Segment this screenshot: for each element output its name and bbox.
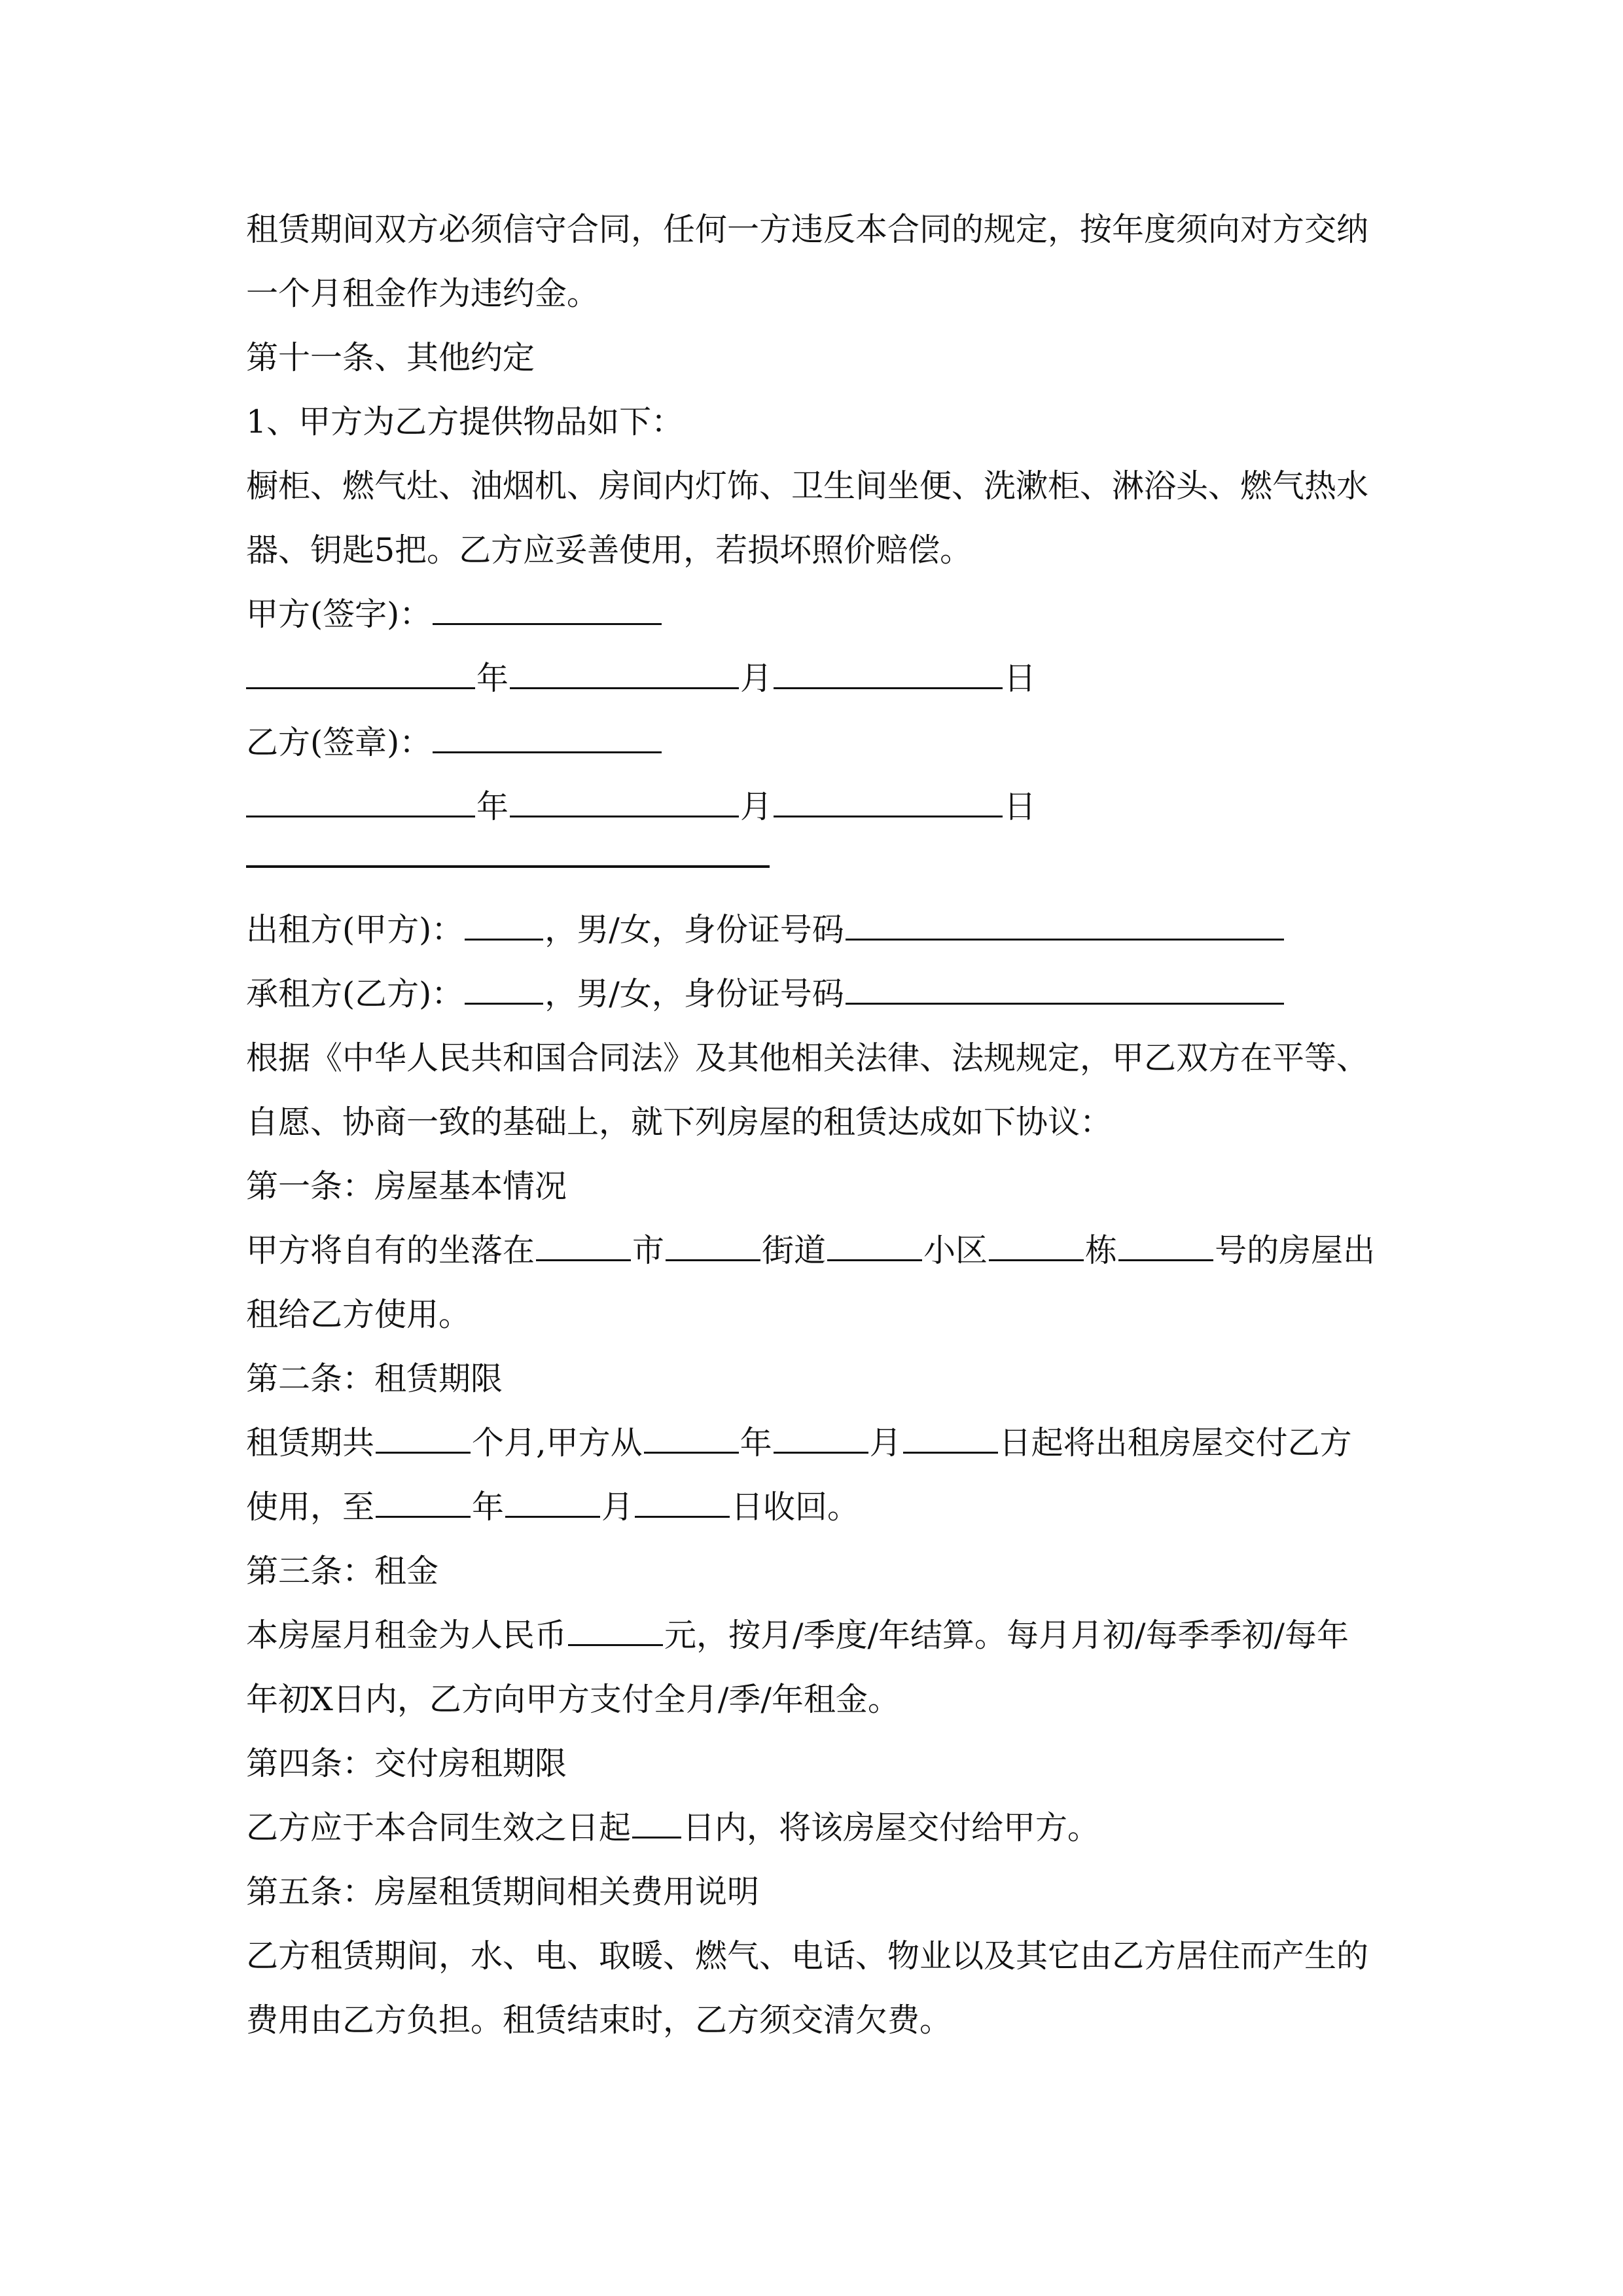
text: 栋 xyxy=(1085,1232,1118,1269)
party-a-signature-field[interactable] xyxy=(433,590,662,625)
text: 日内，将该房屋交付给甲方。 xyxy=(683,1809,1100,1846)
party-b-signature-line xyxy=(246,711,663,775)
lease-months-field[interactable] xyxy=(376,1419,471,1454)
text: 号的房屋出 xyxy=(1215,1232,1376,1269)
text: 街道 xyxy=(762,1232,827,1269)
date-day-field[interactable] xyxy=(774,783,1003,817)
text: 乙方应于本合同生效之日起 xyxy=(246,1809,632,1846)
date-month-label: 月 xyxy=(740,660,773,697)
street-field[interactable] xyxy=(666,1227,760,1261)
paragraph-line: 租赁期间双方必须信守合同，任何一方违反本合同的规定，按年度须向对方交纳 xyxy=(246,211,1369,248)
text: 月 xyxy=(601,1488,634,1526)
date-year-field[interactable] xyxy=(246,655,475,689)
lessee-label: 承租方(乙方)： xyxy=(246,975,464,1013)
end-year-field[interactable] xyxy=(376,1483,471,1518)
end-day-field[interactable] xyxy=(635,1483,730,1518)
paragraph-line: 橱柜、燃气灶、油烟机、房间内灯饰、卫生间坐便、洗漱柜、淋浴头、燃气热水 xyxy=(246,467,1369,505)
lessor-line xyxy=(246,898,1285,962)
lessor-gender-id-label: ，男/女，身份证号码 xyxy=(544,911,844,948)
date-year-label: 年 xyxy=(476,788,509,825)
text: 日起将出租房屋交付乙方 xyxy=(999,1424,1352,1462)
lessee-name-field[interactable] xyxy=(465,970,543,1005)
city-field[interactable] xyxy=(536,1227,631,1261)
text: 小区 xyxy=(923,1232,988,1269)
building-field[interactable] xyxy=(989,1227,1084,1261)
date-day-label: 日 xyxy=(1004,660,1037,697)
delivery-days-field[interactable] xyxy=(632,1804,681,1839)
text: 市 xyxy=(632,1232,665,1269)
start-year-field[interactable] xyxy=(644,1419,739,1454)
article-3-heading: 第三条：租金 xyxy=(246,1552,439,1590)
lessor-label: 出租方(甲方)： xyxy=(246,911,464,948)
party-b-signature-label: 乙方(签章)： xyxy=(246,724,432,761)
paragraph-line: 一个月租金作为违约金。 xyxy=(246,275,599,312)
article-5-heading: 第五条：房屋租赁期间相关费用说明 xyxy=(246,1873,760,1910)
text: 日收回。 xyxy=(731,1488,860,1526)
party-a-date-line xyxy=(246,647,1036,711)
paragraph-line: 租给乙方使用。 xyxy=(246,1296,471,1333)
start-month-field[interactable] xyxy=(774,1419,868,1454)
rent-amount-field[interactable] xyxy=(568,1611,663,1646)
lessee-id-field[interactable] xyxy=(846,970,1284,1005)
article-1-line xyxy=(246,1219,1375,1283)
text: 月 xyxy=(869,1424,902,1462)
article-4-heading: 第四条：交付房租期限 xyxy=(246,1745,567,1782)
lessee-line xyxy=(246,962,1285,1026)
start-day-field[interactable] xyxy=(903,1419,998,1454)
lessee-gender-id-label: ，男/女，身份证号码 xyxy=(544,975,844,1013)
paragraph-line: 根据《中华人民共和国合同法》及其他相关法律、法规规定，甲乙双方在平等、 xyxy=(246,1039,1369,1077)
paragraph-line: 器、钥匙5把。乙方应妥善使用，若损坏照价赔偿。 xyxy=(246,531,972,569)
lessor-id-field[interactable] xyxy=(846,906,1284,941)
party-b-signature-field[interactable] xyxy=(433,719,662,753)
date-month-field[interactable] xyxy=(510,655,739,689)
section-divider xyxy=(246,865,770,868)
paragraph-line: 年初X日内，乙方向甲方支付全月/季/年租金。 xyxy=(246,1681,900,1718)
date-day-label: 日 xyxy=(1004,788,1037,825)
article-1-heading: 第一条：房屋基本情况 xyxy=(246,1168,567,1205)
party-b-date-line xyxy=(246,775,1036,839)
party-a-signature-line xyxy=(246,583,663,647)
end-month-field[interactable] xyxy=(505,1483,600,1518)
party-a-signature-label: 甲方(签字)： xyxy=(246,596,432,633)
date-month-label: 月 xyxy=(740,788,773,825)
article-3-line xyxy=(246,1604,1349,1668)
paragraph-line: 乙方租赁期间，水、电、取暖、燃气、电话、物业以及其它由乙方居住而产生的 xyxy=(246,1937,1369,1975)
paragraph-line: 自愿、协商一致的基础上，就下列房屋的租赁达成如下协议： xyxy=(246,1103,1113,1141)
text: 使用，至 xyxy=(246,1488,375,1526)
article-2-heading: 第二条：租赁期限 xyxy=(246,1360,503,1397)
date-year-label: 年 xyxy=(476,660,509,697)
date-year-field[interactable] xyxy=(246,783,475,817)
text: 本房屋月租金为人民币 xyxy=(246,1617,567,1654)
paragraph-line: 费用由乙方负担。租赁结束时，乙方须交清欠费。 xyxy=(246,2001,952,2039)
text: 个月,甲方从 xyxy=(472,1424,643,1462)
article-2-line xyxy=(246,1411,1352,1475)
date-month-field[interactable] xyxy=(510,783,739,817)
lessor-name-field[interactable] xyxy=(465,906,543,941)
paragraph-line: 1、甲方为乙方提供物品如下： xyxy=(246,403,684,440)
article-heading: 第十一条、其他约定 xyxy=(246,339,535,376)
article-4-line xyxy=(246,1796,1099,1860)
district-field[interactable] xyxy=(827,1227,922,1261)
text: 元，按月/季度/年结算。每月月初/每季季初/每年 xyxy=(664,1617,1349,1654)
text: 年 xyxy=(472,1488,505,1526)
text: 年 xyxy=(740,1424,772,1462)
text: 甲方将自有的坐落在 xyxy=(246,1232,535,1269)
article-2-line xyxy=(246,1475,859,1539)
date-day-field[interactable] xyxy=(774,655,1003,689)
text: 租赁期共 xyxy=(246,1424,375,1462)
number-field[interactable] xyxy=(1118,1227,1213,1261)
